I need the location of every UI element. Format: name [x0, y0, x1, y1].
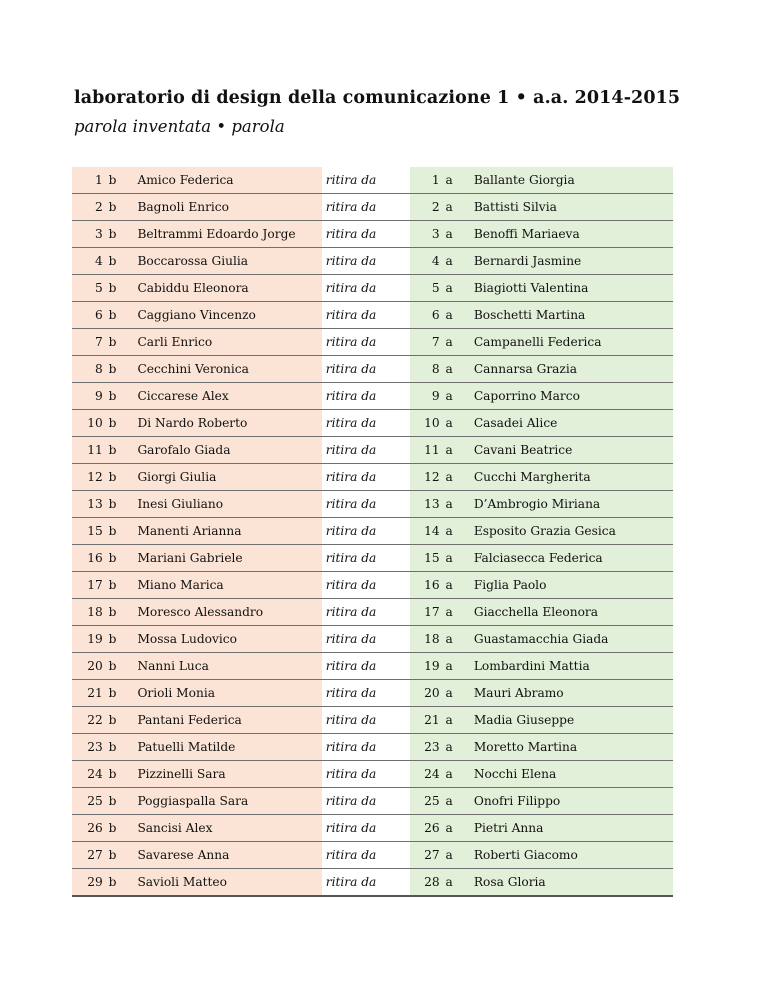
table-row — [72, 626, 673, 653]
group-b-number-cell — [72, 707, 122, 734]
group-b-class: b — [108, 173, 117, 187]
group-a-class: a — [445, 551, 453, 565]
group-a-class: a — [445, 362, 453, 376]
group-a-student-name: Cannarsa Grazia — [459, 356, 673, 383]
assignment-table-body — [72, 167, 673, 896]
group-b-number-cell — [72, 815, 122, 842]
action-label: ritira da — [322, 167, 411, 194]
group-a-student-name: Lombardini Mattia — [459, 653, 673, 680]
action-label: ritira da — [322, 383, 411, 410]
group-a-class: a — [445, 254, 453, 268]
group-a-class: a — [445, 632, 453, 646]
group-a-number-cell — [410, 410, 459, 437]
group-a-class: a — [445, 605, 453, 619]
group-a-student-name: Mauri Abramo — [459, 680, 673, 707]
action-label: ritira da — [322, 437, 411, 464]
group-b-number-cell — [72, 788, 122, 815]
group-a-number-cell — [410, 572, 459, 599]
group-b-number-cell — [72, 329, 122, 356]
group-b-class: b — [108, 686, 117, 700]
group-b-student-name: Bagnoli Enrico — [122, 194, 321, 221]
group-a-student-name: Onofri Filippo — [459, 788, 673, 815]
group-a-number: 25 — [424, 794, 440, 808]
group-b-class: b — [108, 605, 117, 619]
group-b-number: 25 — [87, 794, 103, 808]
group-b-student-name: Manenti Arianna — [122, 518, 321, 545]
table-row — [72, 167, 673, 194]
group-a-class: a — [445, 389, 453, 403]
table-row — [72, 599, 673, 626]
group-b-number-cell — [72, 842, 122, 869]
group-a-number: 18 — [424, 632, 440, 646]
group-b-number-cell — [72, 761, 122, 788]
group-b-number-cell — [72, 302, 122, 329]
group-a-student-name: Caporrino Marco — [459, 383, 673, 410]
group-a-student-name: D’Ambrogio Miriana — [459, 491, 673, 518]
group-b-number: 21 — [87, 686, 103, 700]
table-row — [72, 815, 673, 842]
group-b-number: 16 — [87, 551, 103, 565]
group-a-student-name: Figlia Paolo — [459, 572, 673, 599]
group-b-student-name: Garofalo Giada — [122, 437, 321, 464]
group-b-student-name: Savioli Matteo — [122, 869, 321, 897]
group-b-class: b — [108, 551, 117, 565]
group-b-student-name: Pantani Federica — [122, 707, 321, 734]
group-a-number: 21 — [424, 713, 440, 727]
group-b-number-cell — [72, 653, 122, 680]
group-b-student-name: Mariani Gabriele — [122, 545, 321, 572]
group-a-student-name: Giacchella Eleonora — [459, 599, 673, 626]
group-b-class: b — [108, 578, 117, 592]
group-b-student-name: Inesi Giuliano — [122, 491, 321, 518]
group-b-number-cell — [72, 491, 122, 518]
group-a-number: 4 — [431, 254, 440, 268]
group-b-student-name: Mossa Ludovico — [122, 626, 321, 653]
group-b-number: 26 — [87, 821, 103, 835]
group-b-number-cell — [72, 599, 122, 626]
group-a-class: a — [445, 173, 453, 187]
group-a-class: a — [445, 821, 453, 835]
group-b-number-cell — [72, 221, 122, 248]
group-a-student-name: Bernardi Jasmine — [459, 248, 673, 275]
table-row — [72, 572, 673, 599]
group-a-class: a — [445, 740, 453, 754]
group-b-number: 11 — [87, 443, 103, 457]
action-label: ritira da — [322, 194, 411, 221]
group-a-student-name: Guastamacchia Giada — [459, 626, 673, 653]
group-a-class: a — [445, 524, 453, 538]
action-label: ritira da — [322, 815, 411, 842]
group-b-student-name: Sancisi Alex — [122, 815, 321, 842]
table-row — [72, 464, 673, 491]
group-a-student-name: Cavani Beatrice — [459, 437, 673, 464]
group-a-number: 2 — [431, 200, 440, 214]
group-a-student-name: Pietri Anna — [459, 815, 673, 842]
group-b-number: 27 — [87, 848, 103, 862]
group-a-class: a — [445, 875, 453, 889]
group-a-student-name: Boschetti Martina — [459, 302, 673, 329]
group-a-student-name: Campanelli Federica — [459, 329, 673, 356]
group-b-number-cell — [72, 572, 122, 599]
action-label: ritira da — [322, 356, 411, 383]
group-b-number: 29 — [87, 875, 103, 889]
group-b-student-name: Cabiddu Eleonora — [122, 275, 321, 302]
action-label: ritira da — [322, 221, 411, 248]
group-b-number: 15 — [87, 524, 103, 538]
action-label: ritira da — [322, 653, 411, 680]
group-a-number: 9 — [431, 389, 440, 403]
group-b-class: b — [108, 470, 117, 484]
group-a-student-name: Casadei Alice — [459, 410, 673, 437]
group-a-number-cell — [410, 194, 459, 221]
group-a-number: 27 — [424, 848, 440, 862]
group-b-number: 5 — [94, 281, 103, 295]
group-a-class: a — [445, 794, 453, 808]
group-a-number: 20 — [424, 686, 440, 700]
group-a-student-name: Battisti Silvia — [459, 194, 673, 221]
group-b-student-name: Giorgi Giulia — [122, 464, 321, 491]
table-row — [72, 302, 673, 329]
action-label: ritira da — [322, 734, 411, 761]
group-a-class: a — [445, 686, 453, 700]
group-a-student-name: Cucchi Margherita — [459, 464, 673, 491]
group-a-number-cell — [410, 761, 459, 788]
group-a-student-name: Madia Giuseppe — [459, 707, 673, 734]
page-subtitle: parola inventata • parola — [74, 117, 285, 136]
group-b-student-name: Nanni Luca — [122, 653, 321, 680]
group-a-number: 16 — [424, 578, 440, 592]
group-b-class: b — [108, 308, 117, 322]
group-b-class: b — [108, 659, 117, 673]
group-b-number-cell — [72, 383, 122, 410]
action-label: ritira da — [322, 572, 411, 599]
group-a-number-cell — [410, 707, 459, 734]
action-label: ritira da — [322, 302, 411, 329]
group-b-number: 23 — [87, 740, 103, 754]
group-b-student-name: Amico Federica — [122, 167, 321, 194]
table-row — [72, 653, 673, 680]
table-row — [72, 842, 673, 869]
group-b-student-name: Boccarossa Giulia — [122, 248, 321, 275]
group-a-number: 6 — [431, 308, 440, 322]
group-b-student-name: Caggiano Vincenzo — [122, 302, 321, 329]
group-a-class: a — [445, 281, 453, 295]
group-b-number: 24 — [87, 767, 103, 781]
group-b-number-cell — [72, 248, 122, 275]
group-b-class: b — [108, 389, 117, 403]
group-b-class: b — [108, 524, 117, 538]
group-a-number-cell — [410, 464, 459, 491]
group-b-number: 9 — [94, 389, 103, 403]
group-a-number-cell — [410, 356, 459, 383]
group-a-number-cell — [410, 221, 459, 248]
group-b-class: b — [108, 200, 117, 214]
action-label: ritira da — [322, 842, 411, 869]
action-label: ritira da — [322, 329, 411, 356]
group-b-number-cell — [72, 437, 122, 464]
group-b-class: b — [108, 713, 117, 727]
group-a-number: 11 — [424, 443, 440, 457]
group-a-number-cell — [410, 653, 459, 680]
action-label: ritira da — [322, 707, 411, 734]
group-b-student-name: Carli Enrico — [122, 329, 321, 356]
group-a-student-name: Ballante Giorgia — [459, 167, 673, 194]
group-a-number-cell — [410, 248, 459, 275]
group-b-class: b — [108, 632, 117, 646]
group-b-number: 1 — [94, 173, 103, 187]
group-b-number: 6 — [94, 308, 103, 322]
group-b-number-cell — [72, 464, 122, 491]
group-a-number: 1 — [431, 173, 440, 187]
group-b-number: 7 — [94, 335, 103, 349]
group-b-class: b — [108, 875, 117, 889]
group-a-student-name: Moretto Martina — [459, 734, 673, 761]
group-b-class: b — [108, 767, 117, 781]
group-a-class: a — [445, 848, 453, 862]
group-a-number-cell — [410, 167, 459, 194]
action-label: ritira da — [322, 869, 411, 897]
group-a-class: a — [445, 767, 453, 781]
group-a-class: a — [445, 497, 453, 511]
group-b-student-name: Di Nardo Roberto — [122, 410, 321, 437]
group-b-student-name: Patuelli Matilde — [122, 734, 321, 761]
table-row — [72, 329, 673, 356]
group-a-class: a — [445, 200, 453, 214]
group-b-student-name: Orioli Monia — [122, 680, 321, 707]
group-b-class: b — [108, 335, 117, 349]
group-a-number: 3 — [431, 227, 440, 241]
table-row — [72, 869, 673, 897]
group-a-number-cell — [410, 275, 459, 302]
action-label: ritira da — [322, 518, 411, 545]
action-label: ritira da — [322, 491, 411, 518]
group-b-class: b — [108, 416, 117, 430]
group-b-number: 10 — [87, 416, 103, 430]
group-a-number-cell — [410, 626, 459, 653]
group-a-class: a — [445, 470, 453, 484]
group-b-student-name: Beltrammi Edoardo Jorge — [122, 221, 321, 248]
page-title: laboratorio di design della comunicazione 1 • a.a. 2014-2015 — [74, 88, 681, 108]
group-a-number: 14 — [424, 524, 440, 538]
group-a-class: a — [445, 335, 453, 349]
group-b-number: 22 — [87, 713, 103, 727]
group-b-number-cell — [72, 518, 122, 545]
table-row — [72, 437, 673, 464]
group-b-class: b — [108, 740, 117, 754]
group-a-number: 12 — [424, 470, 440, 484]
group-b-class: b — [108, 497, 117, 511]
action-label: ritira da — [322, 680, 411, 707]
group-b-number: 18 — [87, 605, 103, 619]
table-row — [72, 545, 673, 572]
group-a-number-cell — [410, 842, 459, 869]
action-label: ritira da — [322, 248, 411, 275]
group-b-class: b — [108, 281, 117, 295]
group-a-number: 10 — [424, 416, 440, 430]
group-b-number-cell — [72, 734, 122, 761]
group-b-number: 3 — [94, 227, 103, 241]
group-a-number: 7 — [431, 335, 440, 349]
action-label: ritira da — [322, 626, 411, 653]
group-b-number: 4 — [94, 254, 103, 268]
group-a-student-name: Rosa Gloria — [459, 869, 673, 897]
group-a-number: 23 — [424, 740, 440, 754]
group-b-number: 17 — [87, 578, 103, 592]
group-a-class: a — [445, 659, 453, 673]
group-a-class: a — [445, 713, 453, 727]
table-row — [72, 410, 673, 437]
table-row — [72, 680, 673, 707]
group-a-number-cell — [410, 491, 459, 518]
table-row — [72, 275, 673, 302]
group-a-number: 17 — [424, 605, 440, 619]
group-b-number-cell — [72, 194, 122, 221]
group-a-number-cell — [410, 329, 459, 356]
action-label: ritira da — [322, 788, 411, 815]
table-row — [72, 734, 673, 761]
group-b-number: 19 — [87, 632, 103, 646]
action-label: ritira da — [322, 599, 411, 626]
table-row — [72, 356, 673, 383]
group-a-number: 5 — [431, 281, 440, 295]
group-b-class: b — [108, 254, 117, 268]
table-row — [72, 518, 673, 545]
group-a-number: 15 — [424, 551, 440, 565]
group-b-number: 2 — [94, 200, 103, 214]
group-b-student-name: Moresco Alessandro — [122, 599, 321, 626]
group-a-number-cell — [410, 518, 459, 545]
group-a-student-name: Esposito Grazia Gesica — [459, 518, 673, 545]
action-label: ritira da — [322, 761, 411, 788]
group-b-number: 13 — [87, 497, 103, 511]
group-b-number-cell — [72, 356, 122, 383]
group-b-class: b — [108, 848, 117, 862]
group-a-class: a — [445, 308, 453, 322]
group-b-class: b — [108, 794, 117, 808]
table-row — [72, 194, 673, 221]
group-a-number-cell — [410, 869, 459, 897]
group-a-number-cell — [410, 734, 459, 761]
group-a-student-name: Benoffi Mariaeva — [459, 221, 673, 248]
action-label: ritira da — [322, 545, 411, 572]
group-a-number-cell — [410, 383, 459, 410]
table-row — [72, 221, 673, 248]
group-a-class: a — [445, 578, 453, 592]
group-a-class: a — [445, 227, 453, 241]
table-row — [72, 248, 673, 275]
action-label: ritira da — [322, 275, 411, 302]
group-a-number: 24 — [424, 767, 440, 781]
group-a-number: 19 — [424, 659, 440, 673]
group-b-number: 8 — [94, 362, 103, 376]
group-b-student-name: Poggiaspalla Sara — [122, 788, 321, 815]
table-row — [72, 788, 673, 815]
group-b-student-name: Ciccarese Alex — [122, 383, 321, 410]
group-b-number-cell — [72, 545, 122, 572]
group-a-class: a — [445, 443, 453, 457]
group-a-class: a — [445, 416, 453, 430]
table-row — [72, 707, 673, 734]
group-b-student-name: Pizzinelli Sara — [122, 761, 321, 788]
group-b-number-cell — [72, 275, 122, 302]
group-a-number-cell — [410, 680, 459, 707]
group-b-class: b — [108, 821, 117, 835]
action-label: ritira da — [322, 464, 411, 491]
group-a-number-cell — [410, 437, 459, 464]
group-a-number: 26 — [424, 821, 440, 835]
group-b-number: 20 — [87, 659, 103, 673]
group-a-number-cell — [410, 545, 459, 572]
group-b-class: b — [108, 443, 117, 457]
group-b-number-cell — [72, 680, 122, 707]
group-a-student-name: Biagiotti Valentina — [459, 275, 673, 302]
group-b-number-cell — [72, 626, 122, 653]
group-b-student-name: Miano Marica — [122, 572, 321, 599]
group-a-number-cell — [410, 599, 459, 626]
group-a-number: 13 — [424, 497, 440, 511]
group-a-number-cell — [410, 302, 459, 329]
group-b-student-name: Savarese Anna — [122, 842, 321, 869]
group-b-number-cell — [72, 410, 122, 437]
group-a-student-name: Roberti Giacomo — [459, 842, 673, 869]
table-row — [72, 383, 673, 410]
group-b-number-cell — [72, 869, 122, 897]
group-a-number: 8 — [431, 362, 440, 376]
action-label: ritira da — [322, 410, 411, 437]
group-a-number-cell — [410, 788, 459, 815]
group-b-class: b — [108, 227, 117, 241]
assignment-table — [72, 167, 673, 897]
group-b-student-name: Cecchini Veronica — [122, 356, 321, 383]
group-b-number: 12 — [87, 470, 103, 484]
group-b-number-cell — [72, 167, 122, 194]
group-a-number: 28 — [424, 875, 440, 889]
group-a-number-cell — [410, 815, 459, 842]
table-row — [72, 491, 673, 518]
group-a-student-name: Nocchi Elena — [459, 761, 673, 788]
table-row — [72, 761, 673, 788]
group-a-student-name: Falciasecca Federica — [459, 545, 673, 572]
group-b-class: b — [108, 362, 117, 376]
